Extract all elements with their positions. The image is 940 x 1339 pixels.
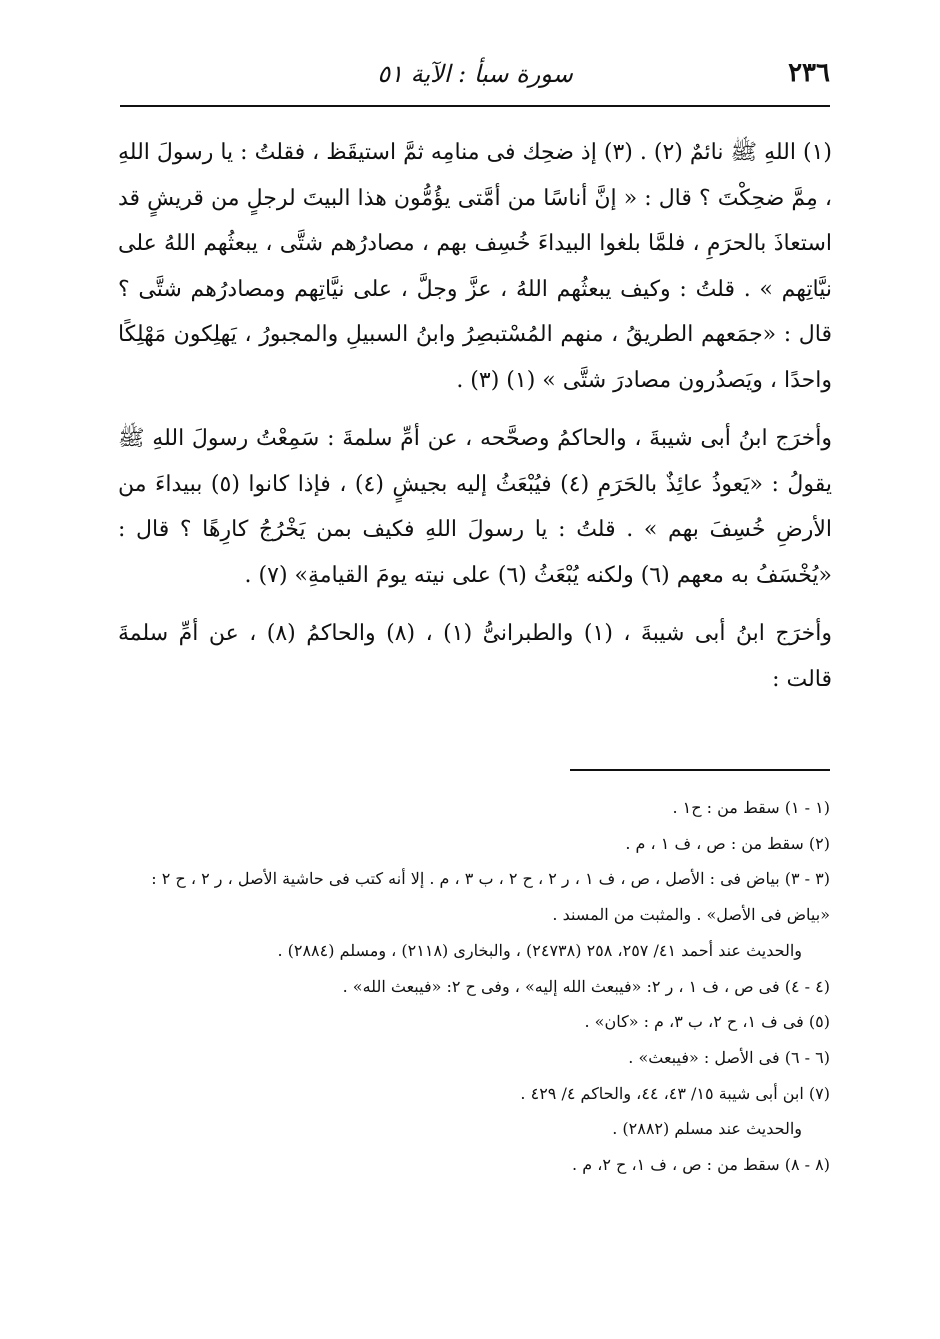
paragraph-1: (١) اللهِ ﷺ نائمٌ (٢) . (٣) إذ ضحِك فى منامِه ثمَّ استيقَظ ، فقلتُ : يا رسولَ اللهِ ، مِمَّ ضحِكْتَ ؟ قال : « إنَّ أناسًا من أمَّتى يؤُمُّون هذا البيتَ لرجلٍ من قريشٍ قد استعاذَ بالحرَمِ ، فلمَّا بلغوا البيداءَ خُسِف بهم ، مصادرُهم شتَّى ، يبعثُهم اللهُ على نيَّاتِهم » . قلتُ : وكيف يبعثُهم اللهُ ، عزَّ وجلَّ ، على نيَّاتِهم ومصادرُهم شتَّى ؟ قال : «جمَعهم الطريقُ ، منهم المُسْتبصِرُ وابنُ السبيلِ والمجبورُ ، يَهلِكون مَهْلِكًا واحدًا ، ويَصدُرون مصادرَ شتَّى » (١) (٣) . xyxy=(118,140,833,393)
footnote-8: (٨ - ٨) سقط من : ص ، ف ١، ح ٢، م . xyxy=(572,1155,830,1175)
footnote-4: (٤ - ٤) فى ص ، ف ١ ، ر ٢: «فيبعث الله إليه» ، وفى ح ٢: «فيبعث الله» . xyxy=(342,976,830,996)
footnote-7: (٧) ابن أبى شيبة ١٥/ ٤٣، ٤٤، والحاكم ٤/ ٤٢٩ . xyxy=(520,1083,830,1103)
footnote-6: (٦ - ٦) فى الأصل : «فيبعث» . xyxy=(628,1047,830,1067)
footnote-3-continuation: والحديث عند أحمد ٤١/ ٢٥٧، ٢٥٨ (٢٤٧٣٨) ، والبخارى (٢١١٨) ، ومسلم (٢٨٨٤) . xyxy=(277,940,802,960)
footnotes-list xyxy=(118,790,830,1183)
paragraph-3: وأخرَج ابنُ أبى شيبةَ ، (١) والطبرانىُّ (١) ، (٨) والحاكمُ (٨) ، عن أمِّ سلمةَ قالت : xyxy=(118,621,833,692)
main-text xyxy=(118,130,832,702)
footnote-5: (٥) فى ف ١، ح ٢، ب ٣، م : «كان» . xyxy=(584,1012,830,1032)
footnote-1: (١ - ١) سقط من : ح١ . xyxy=(672,798,830,817)
page-header xyxy=(120,52,830,100)
paragraph-2: وأخرَج ابنُ أبى شيبةَ ، والحاكمُ وصحَّحه ، عن أمِّ سلمةَ : سَمِعْتُ رسولَ اللهِ ﷺ يقولُ : «يَعوذُ عائِذٌ بالحَرَمِ (٤) فيُبْعَثُ إليه بجيشٍ (٤) ، فإذا كانوا (٥) ببيداءَ من الأرضِ خُسِفَ بهم » . قلتُ : يا رسولَ اللهِ فكيف بمن يَخْرُجُ كارِهًا ؟ قال : «يُخْسَفُ به معهم (٦) ولكنه يُبْعَثُ (٦) على نيته يومَ القيامةِ» (٧) . xyxy=(118,426,832,588)
footnote-3: (٣ - ٣) بياض فى : الأصل ، ص ، ف ١ ، ر ٢ ، ح ٢ ، ب ٣ ، م . إلا أنه كتب فى حاشية الأصل ، ر ٢ ، ح ٢ : «بياض فى الأصل» . والمثبت من المسند . xyxy=(151,869,830,925)
footnote-separator xyxy=(570,769,830,771)
header-rule xyxy=(120,105,830,107)
page-number: ٢٣٦ xyxy=(788,58,830,88)
running-title: سورة سبأ : الآية ٥١ xyxy=(377,60,573,88)
footnote-2: (٢) سقط من : ص ، ف ١ ، م . xyxy=(625,833,830,853)
footnote-7-continuation: والحديث عند مسلم (٢٨٨٢) . xyxy=(612,1119,802,1139)
